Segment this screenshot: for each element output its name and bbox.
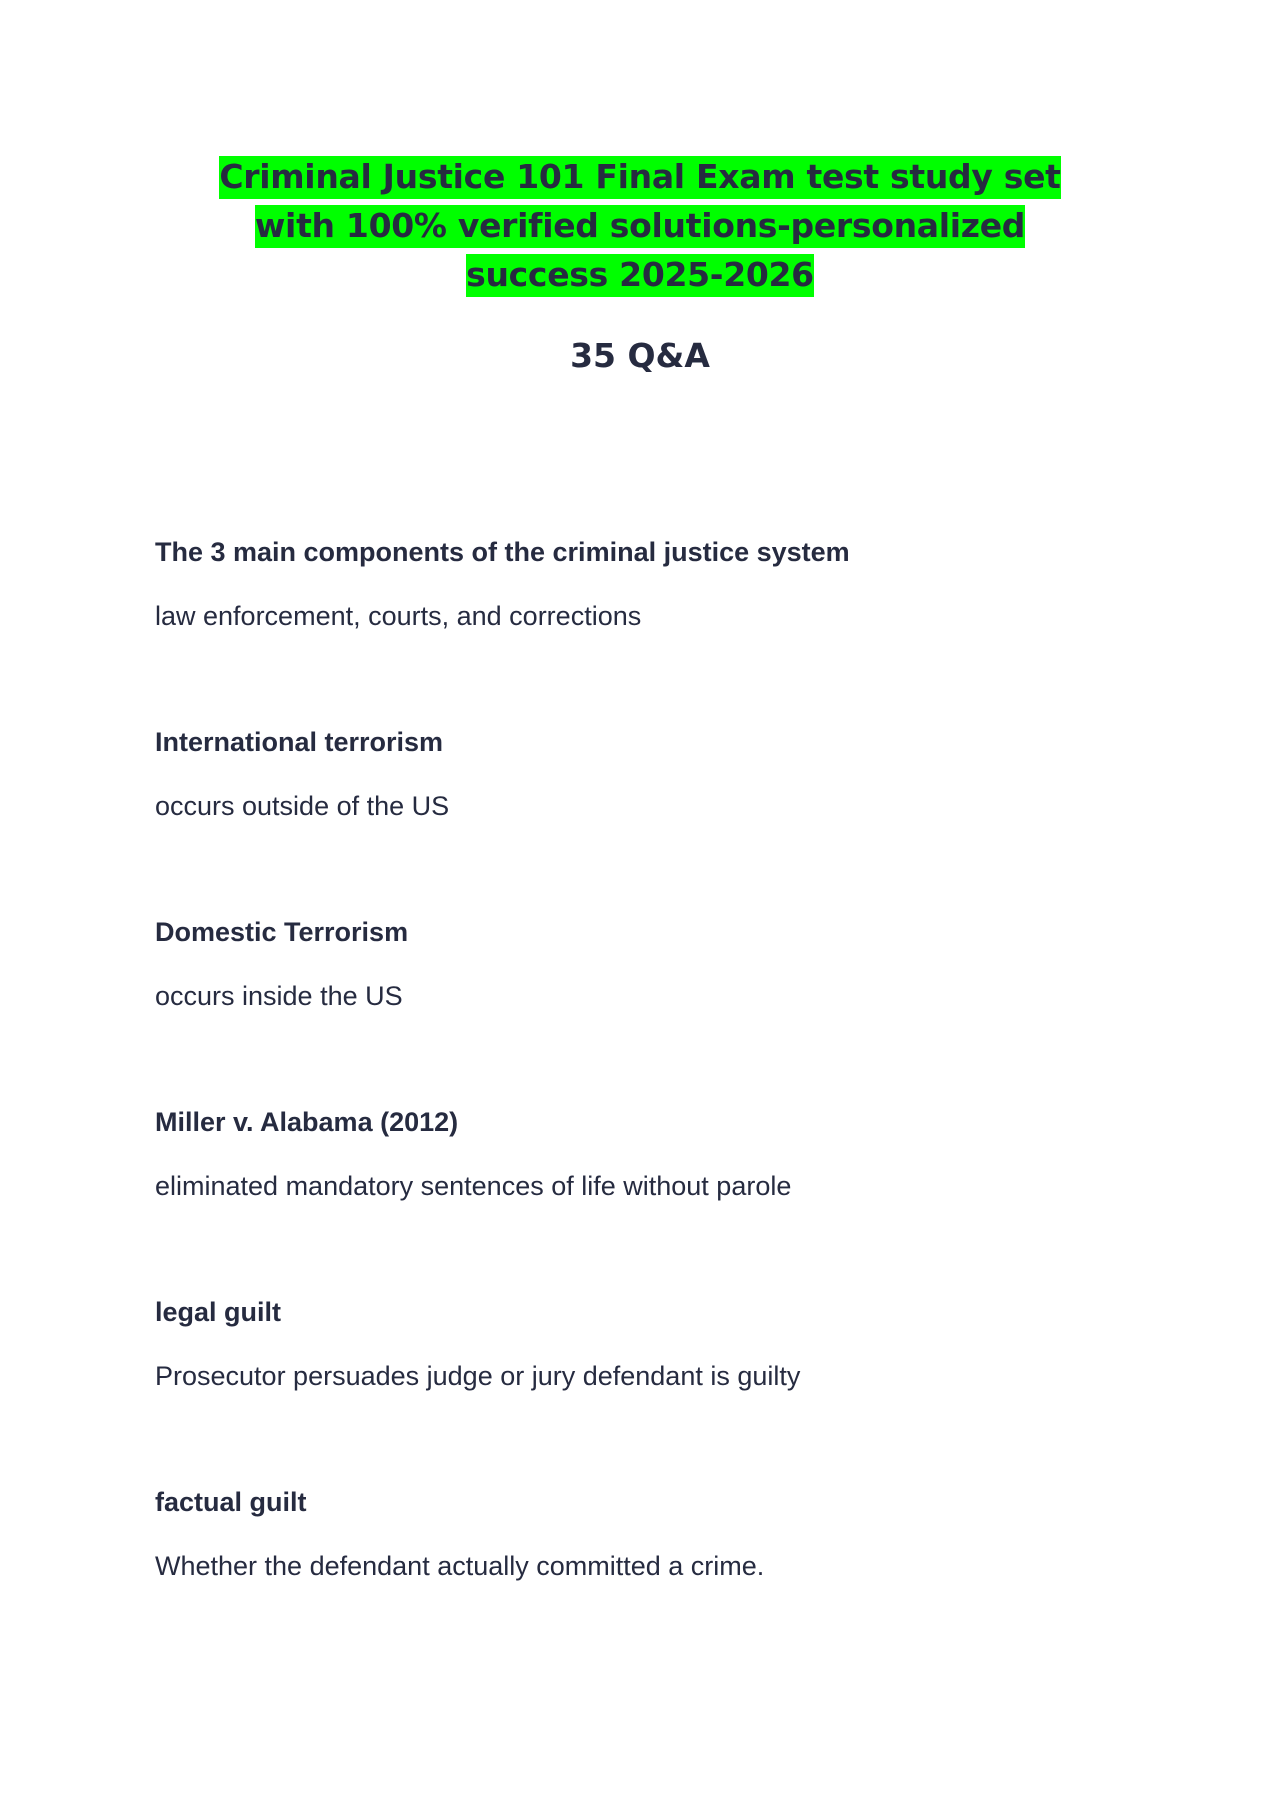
question-text: Miller v. Alabama (2012) bbox=[155, 1107, 459, 1137]
qa-item bbox=[155, 1294, 1155, 1484]
qa-item bbox=[155, 1484, 1155, 1674]
question-text: legal guilt bbox=[155, 1297, 282, 1327]
qa-list bbox=[155, 534, 1155, 1674]
document-title bbox=[190, 152, 1090, 299]
question-text: The 3 main components of the criminal justice system bbox=[155, 537, 850, 567]
answer-text: Prosecutor persuades judge or jury defendant is guilty bbox=[155, 1361, 801, 1391]
qa-item bbox=[155, 1104, 1155, 1294]
qa-item bbox=[155, 914, 1155, 1104]
answer-text: occurs inside the US bbox=[155, 981, 403, 1011]
answer-text: Whether the defendant actually committed a crime. bbox=[155, 1551, 765, 1581]
answer-text: occurs outside of the US bbox=[155, 791, 450, 821]
question-text: International terrorism bbox=[155, 727, 444, 757]
question-text: factual guilt bbox=[155, 1487, 307, 1517]
qa-item bbox=[155, 534, 1155, 724]
document-title-text: Criminal Justice 101 Final Exam test study set with 100% verified solutions-personalized success 2025-2026 bbox=[219, 156, 1060, 297]
qa-item bbox=[155, 724, 1155, 914]
answer-text: eliminated mandatory sentences of life without parole bbox=[155, 1171, 792, 1201]
answer-text: law enforcement, courts, and corrections bbox=[155, 601, 642, 631]
question-text: Domestic Terrorism bbox=[155, 917, 409, 947]
document-subtitle: 35 Q&A bbox=[570, 336, 710, 375]
